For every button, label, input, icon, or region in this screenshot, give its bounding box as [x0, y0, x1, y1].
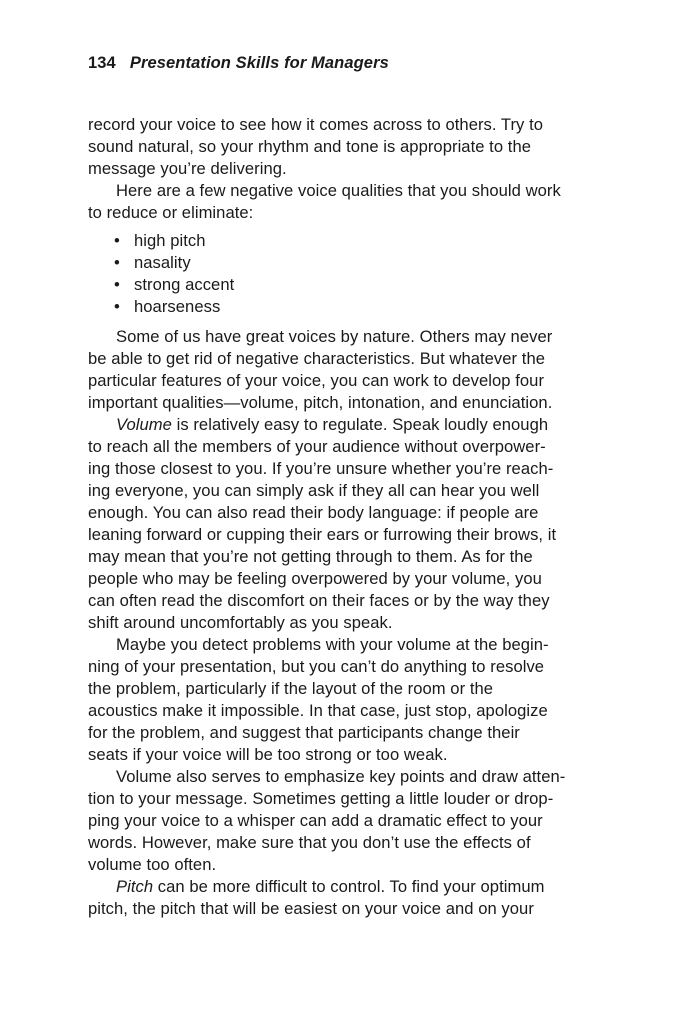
text-line: Maybe you detect problems with your volume at the begin-: [116, 635, 549, 654]
text-line: Here are a few negative voice qualities that you should work: [116, 181, 561, 200]
paragraph-pitch: [88, 876, 598, 920]
text-line: ning of your presentation, but you can’t do anything to resolve: [88, 657, 545, 676]
text-line: ping your voice to a whisper can add a dramatic effect to your: [88, 811, 543, 830]
paragraph-2: [88, 180, 598, 224]
text-line: volume too often.: [88, 855, 217, 874]
bullet-icon: •: [114, 297, 120, 316]
paragraph-5: [88, 634, 598, 766]
page-number: 134: [88, 54, 116, 72]
bullet-icon: •: [114, 253, 120, 272]
book-page: [88, 52, 598, 920]
paragraph-6: [88, 766, 598, 876]
list-item: [114, 296, 598, 318]
term-pitch: Pitch: [116, 877, 154, 896]
text-line: the problem, particularly if the layout of the room or the: [88, 679, 494, 698]
paragraph-3: [88, 326, 598, 414]
text-line: be able to get rid of negative characteristics. But whatever the: [88, 349, 546, 368]
text-line: sound natural, so your rhythm and tone is appropriate to the: [88, 137, 532, 156]
text-line: Volume also serves to emphasize key points and draw atten-: [116, 767, 566, 786]
paragraph-volume: [88, 414, 598, 634]
text-line: can often read the discomfort on their faces or by the way they: [88, 591, 550, 610]
text-line: important qualities—volume, pitch, intonation, and enunciation.: [88, 393, 553, 412]
text-line: ing everyone, you can simply ask if they all can hear you well: [88, 481, 540, 500]
text-line: pitch, the pitch that will be easiest on your voice and on your: [88, 899, 534, 918]
bullet-icon: •: [114, 275, 120, 294]
list-item-text: hoarseness: [134, 297, 221, 316]
text-line: ing those closest to you. If you’re unsure whether you’re reach-: [88, 459, 554, 478]
text-line: to reduce or eliminate:: [88, 203, 254, 222]
text-line: tion to your message. Sometimes getting a little louder or drop-: [88, 789, 554, 808]
list-item-text: strong accent: [134, 275, 235, 294]
text-line: seats if your voice will be too strong or too weak.: [88, 745, 448, 764]
list-item: [114, 230, 598, 252]
text-line: leaning forward or cupping their ears or furrowing their brows, it: [88, 525, 557, 544]
list-item: [114, 274, 598, 296]
text-line: particular features of your voice, you can work to develop four: [88, 371, 545, 390]
text-line: message you’re delivering.: [88, 159, 287, 178]
text-line: may mean that you’re not getting through to them. As for the: [88, 547, 533, 566]
list-item: [114, 252, 598, 274]
bullet-list: [88, 230, 598, 318]
text-line: people who may be feeling overpowered by your volume, you: [88, 569, 542, 588]
list-item-text: nasality: [134, 253, 191, 272]
text-line: record your voice to see how it comes across to others. Try to: [88, 115, 544, 134]
running-head: [88, 52, 598, 74]
text-line: words. However, make sure that you don’t use the effects of: [88, 833, 531, 852]
text-line: [88, 414, 598, 436]
list-item-text: high pitch: [134, 231, 206, 250]
text-run: is relatively easy to regulate. Speak loudly enough: [171, 415, 549, 434]
text-line: shift around uncomfortably as you speak.: [88, 613, 393, 632]
book-title: Presentation Skills for Managers: [129, 54, 389, 72]
text-line: Some of us have great voices by nature. Others may never: [116, 327, 553, 346]
text-line: [88, 876, 598, 898]
text-line: acoustics make it impossible. In that case, just stop, apologize: [88, 701, 548, 720]
term-volume: Volume: [116, 415, 172, 434]
text-line: to reach all the members of your audience without overpower-: [88, 437, 546, 456]
text-run: can be more difficult to control. To find your optimum: [153, 877, 545, 896]
body-text: [88, 114, 598, 920]
text-line: enough. You can also read their body language: if people are: [88, 503, 539, 522]
text-line: for the problem, and suggest that participants change their: [88, 723, 520, 742]
paragraph-1: [88, 114, 598, 180]
bullet-icon: •: [114, 231, 120, 250]
